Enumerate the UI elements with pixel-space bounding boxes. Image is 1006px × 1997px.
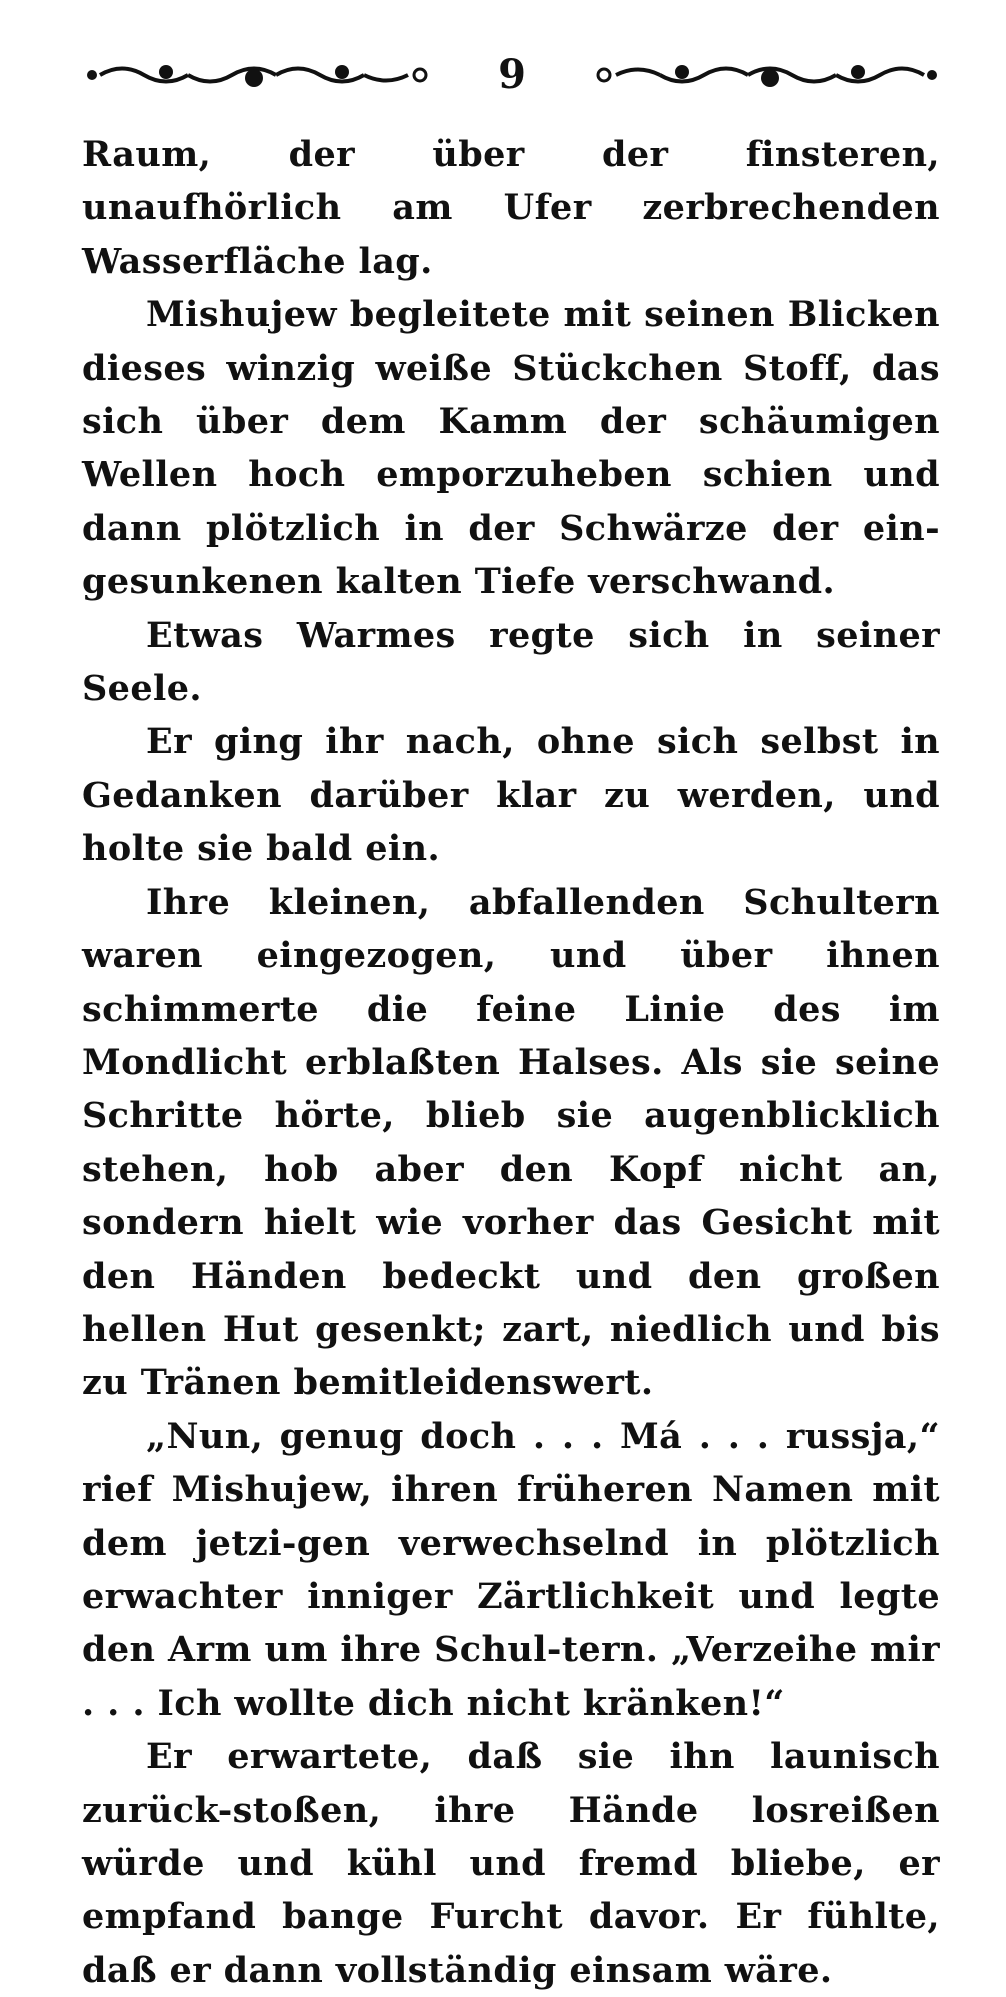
paragraph: „Nun, genug doch . . . Má . . . russja,“ rief Mishujew, ihren früheren Namen mit dem jetzi-gen verwechselnd in plötzlich erwachter inniger Zärtlichkeit und legte den Arm um ihre Schul-tern. „Verzeihe mir . . . Ich wollte dich nicht kränken!“ [82,1415,940,1724]
paragraph: Mishujew begleitete mit seinen Blicken dieses winzig weiße Stückchen Stoff, das sich über dem Kamm der schäumigen Wellen hoch emporzuheben schien und dann plötzlich in der Schwärze der ein-gesunkenen kalten Tiefe verschwand. [82,294,940,603]
body-text [82,128,940,1997]
paragraph: Ihre kleinen, abfallenden Schultern waren eingezogen, und über ihnen schimmerte die feine Linie des im Mondlicht erblaßten Halses. Als sie seine Schritte hörte, blieb sie augenblicklich stehen, hob aber den Kopf nicht an, sondern hielt wie vorher das Gesicht mit den Händen bedeckt und den großen hellen Hut gesenkt; zart, niedlich und bis zu Tränen bemitleidenswert. [82,881,940,1404]
paragraph: Er erwartete, daß sie ihn launisch zurück-stoßen, ihre Hände losreißen würde und kühl und fremd bliebe, er empfand bange Furcht davor. Er fühlte, daß er dann vollständig einsam wäre. [82,1736,940,1991]
paragraph: Etwas Warmes regte sich in seiner Seele. [82,614,940,710]
right-ornament-icon [582,60,942,90]
page-header [82,50,942,100]
page-number: 9 [498,51,526,98]
paragraph: Er ging ihr nach, ohne sich selbst in Gedanken darüber klar zu werden, und holte sie bald ein. [82,721,940,870]
left-ornament-icon [82,60,442,90]
paragraph: Raum, der über der finsteren, unaufhörlich am Ufer zerbrechenden Wasserfläche lag. [82,134,940,282]
